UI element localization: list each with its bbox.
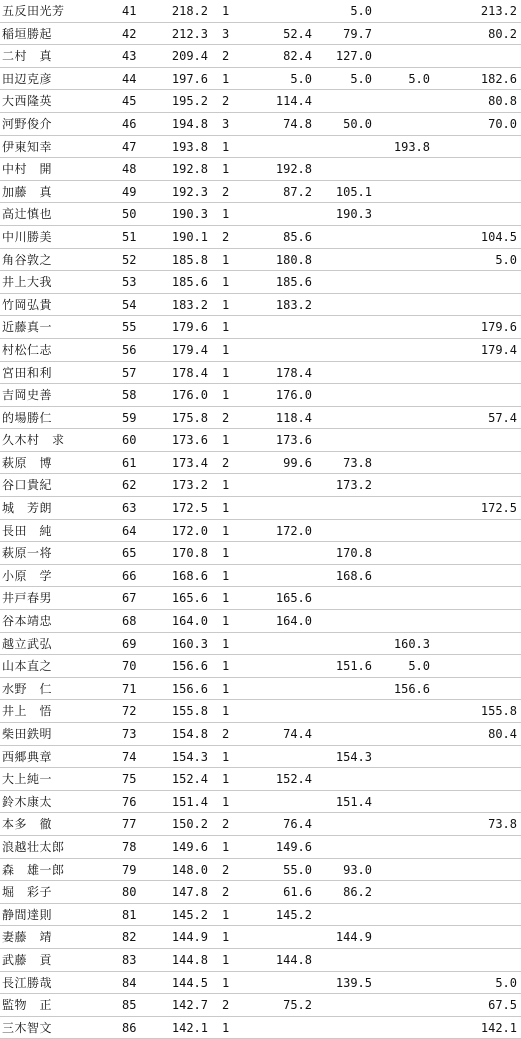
rank-cell: 57 bbox=[122, 365, 137, 380]
event-count-cell: 1 bbox=[222, 501, 230, 516]
rank-cell: 47 bbox=[122, 139, 137, 154]
points-col-4-cell: 5.0 bbox=[495, 252, 517, 267]
event-count-cell: 2 bbox=[222, 229, 230, 244]
rank-cell: 42 bbox=[122, 26, 137, 41]
player-name-cell: 竹岡弘貴 bbox=[2, 297, 53, 312]
player-name-cell: 長江勝哉 bbox=[2, 975, 53, 990]
player-name-cell: 久木村 求 bbox=[2, 433, 65, 448]
points-col-1-cell: 178.4 bbox=[275, 365, 312, 380]
points-col-3-cell: 5.0 bbox=[408, 71, 430, 86]
table-row bbox=[0, 497, 521, 520]
player-name-cell: 三木智文 bbox=[2, 1020, 53, 1035]
total-points-cell: 209.4 bbox=[171, 49, 208, 64]
points-col-4-cell: 142.1 bbox=[480, 1020, 517, 1035]
total-points-cell: 155.8 bbox=[171, 704, 208, 719]
event-count-cell: 1 bbox=[222, 478, 230, 493]
table-row bbox=[0, 678, 521, 701]
rank-cell: 44 bbox=[122, 71, 137, 86]
player-name-cell: 萩原 博 bbox=[2, 455, 53, 470]
points-col-1-cell: 164.0 bbox=[275, 614, 312, 629]
event-count-cell: 2 bbox=[222, 727, 230, 741]
points-col-2-cell: 139.5 bbox=[335, 975, 372, 990]
table-row bbox=[0, 271, 521, 294]
rank-cell: 63 bbox=[122, 501, 137, 516]
points-col-2-cell: 168.6 bbox=[335, 568, 372, 583]
player-name-cell: 井戸春男 bbox=[2, 591, 53, 606]
total-points-cell: 152.4 bbox=[171, 772, 208, 787]
event-count-cell: 3 bbox=[222, 116, 230, 131]
total-points-cell: 179.6 bbox=[171, 320, 208, 335]
table-row bbox=[0, 362, 521, 385]
player-name-cell: 静間達則 bbox=[2, 907, 53, 922]
player-name-cell: 加藤 真 bbox=[2, 184, 53, 199]
rank-cell: 83 bbox=[122, 952, 137, 967]
rank-cell: 71 bbox=[122, 681, 137, 696]
points-col-1-cell: 152.4 bbox=[275, 772, 312, 787]
event-count-cell: 1 bbox=[222, 4, 230, 18]
total-points-cell: 172.0 bbox=[171, 523, 208, 538]
total-points-cell: 195.2 bbox=[171, 94, 208, 109]
player-name-cell: 的場勝仁 bbox=[2, 410, 53, 425]
total-points-cell: 170.8 bbox=[171, 546, 208, 561]
rank-cell: 48 bbox=[122, 162, 137, 177]
total-points-cell: 147.8 bbox=[171, 885, 208, 900]
table-row bbox=[0, 113, 521, 136]
player-name-cell: 伊東知幸 bbox=[2, 139, 53, 154]
event-count-cell: 1 bbox=[222, 546, 230, 561]
total-points-cell: 172.5 bbox=[171, 501, 208, 516]
player-name-cell: 五反田光芳 bbox=[2, 4, 65, 18]
points-col-4-cell: 80.8 bbox=[488, 94, 517, 109]
event-count-cell: 1 bbox=[222, 772, 230, 787]
rank-cell: 65 bbox=[122, 546, 137, 561]
rank-cell: 43 bbox=[122, 49, 137, 64]
event-count-cell: 1 bbox=[222, 275, 230, 290]
points-col-4-cell: 182.6 bbox=[480, 71, 517, 86]
event-count-cell: 1 bbox=[222, 614, 230, 629]
table-row bbox=[0, 339, 521, 362]
rank-cell: 64 bbox=[122, 523, 137, 538]
total-points-cell: 144.5 bbox=[171, 975, 208, 990]
points-col-1-cell: 192.8 bbox=[275, 162, 312, 177]
player-name-cell: 本多 徹 bbox=[2, 817, 53, 832]
table-row bbox=[0, 542, 521, 565]
event-count-cell: 2 bbox=[222, 49, 230, 64]
points-col-2-cell: 79.7 bbox=[343, 26, 372, 41]
event-count-cell: 1 bbox=[222, 704, 230, 719]
rank-cell: 72 bbox=[122, 704, 137, 719]
player-name-cell: 小原 学 bbox=[2, 568, 53, 583]
table-row bbox=[0, 407, 521, 430]
player-name-cell: 宮田和利 bbox=[2, 365, 53, 380]
points-col-1-cell: 176.0 bbox=[275, 388, 312, 403]
table-row bbox=[0, 881, 521, 904]
player-name-cell: 吉岡史善 bbox=[2, 388, 53, 403]
table-row bbox=[0, 904, 521, 927]
points-col-1-cell: 5.0 bbox=[290, 71, 312, 86]
total-points-cell: 164.0 bbox=[171, 614, 208, 629]
table-row bbox=[0, 429, 521, 452]
points-col-1-cell: 118.4 bbox=[275, 410, 312, 425]
total-points-cell: 173.6 bbox=[171, 433, 208, 448]
total-points-cell: 145.2 bbox=[171, 907, 208, 922]
points-col-1-cell: 183.2 bbox=[275, 297, 312, 312]
total-points-cell: 144.9 bbox=[171, 930, 208, 945]
table-row bbox=[0, 972, 521, 995]
table-row bbox=[0, 565, 521, 588]
event-count-cell: 2 bbox=[222, 184, 230, 199]
total-points-cell: 142.7 bbox=[171, 998, 208, 1013]
points-col-4-cell: 57.4 bbox=[488, 410, 517, 425]
points-col-2-cell: 170.8 bbox=[335, 546, 372, 561]
rank-cell: 79 bbox=[122, 862, 137, 877]
event-count-cell: 1 bbox=[222, 252, 230, 267]
player-name-cell: 谷口貴紀 bbox=[2, 478, 53, 493]
table-row bbox=[0, 294, 521, 317]
total-points-cell: 192.3 bbox=[171, 184, 208, 199]
total-points-cell: 154.8 bbox=[171, 727, 208, 741]
event-count-cell: 2 bbox=[222, 410, 230, 425]
table-row bbox=[0, 836, 521, 859]
table-row bbox=[0, 1017, 521, 1039]
player-name-cell: 角谷敦之 bbox=[2, 252, 53, 267]
table-row bbox=[0, 813, 521, 836]
table-row bbox=[0, 791, 521, 814]
points-col-1-cell: 55.0 bbox=[283, 862, 312, 877]
event-count-cell: 1 bbox=[222, 365, 230, 380]
player-name-cell: 村松仁志 bbox=[2, 342, 53, 357]
rank-cell: 85 bbox=[122, 998, 137, 1013]
total-points-cell: 197.6 bbox=[171, 71, 208, 86]
event-count-cell: 1 bbox=[222, 930, 230, 945]
rank-cell: 69 bbox=[122, 636, 137, 651]
event-count-cell: 1 bbox=[222, 794, 230, 809]
event-count-cell: 1 bbox=[222, 681, 230, 696]
rank-cell: 45 bbox=[122, 94, 137, 109]
table-row bbox=[0, 768, 521, 791]
table-row bbox=[0, 384, 521, 407]
points-col-2-cell: 173.2 bbox=[335, 478, 372, 493]
rank-cell: 53 bbox=[122, 275, 137, 290]
points-col-4-cell: 104.5 bbox=[480, 229, 517, 244]
total-points-cell: 173.4 bbox=[171, 455, 208, 470]
total-points-cell: 142.1 bbox=[171, 1020, 208, 1035]
rank-cell: 60 bbox=[122, 433, 137, 448]
points-col-2-cell: 50.0 bbox=[343, 116, 372, 131]
rank-cell: 59 bbox=[122, 410, 137, 425]
rank-cell: 76 bbox=[122, 794, 137, 809]
points-col-1-cell: 172.0 bbox=[275, 523, 312, 538]
points-col-1-cell: 75.2 bbox=[283, 998, 312, 1013]
total-points-cell: 168.6 bbox=[171, 568, 208, 583]
total-points-cell: 185.6 bbox=[171, 275, 208, 290]
table-row bbox=[0, 949, 521, 972]
event-count-cell: 1 bbox=[222, 749, 230, 764]
points-col-2-cell: 154.3 bbox=[335, 749, 372, 764]
table-row bbox=[0, 0, 521, 23]
table-row bbox=[0, 700, 521, 723]
rank-cell: 77 bbox=[122, 817, 137, 832]
rank-cell: 66 bbox=[122, 568, 137, 583]
player-name-cell: 近藤真一 bbox=[2, 320, 53, 335]
rank-cell: 68 bbox=[122, 614, 137, 629]
event-count-cell: 2 bbox=[222, 998, 230, 1013]
event-count-cell: 1 bbox=[222, 320, 230, 335]
player-name-cell: 堀 彩子 bbox=[2, 885, 53, 900]
table-row bbox=[0, 746, 521, 769]
table-row bbox=[0, 316, 521, 339]
rank-cell: 55 bbox=[122, 320, 137, 335]
points-col-1-cell: 173.6 bbox=[275, 433, 312, 448]
player-name-cell: 井上大我 bbox=[2, 275, 53, 290]
total-points-cell: 218.2 bbox=[171, 4, 208, 18]
points-col-1-cell: 52.4 bbox=[283, 26, 312, 41]
player-name-cell: 監物 正 bbox=[2, 998, 53, 1013]
table-row bbox=[0, 520, 521, 543]
points-col-2-cell: 93.0 bbox=[343, 862, 372, 877]
rank-cell: 81 bbox=[122, 907, 137, 922]
table-row bbox=[0, 203, 521, 226]
total-points-cell: 192.8 bbox=[171, 162, 208, 177]
total-points-cell: 183.2 bbox=[171, 297, 208, 312]
event-count-cell: 1 bbox=[222, 71, 230, 86]
total-points-cell: 156.6 bbox=[171, 681, 208, 696]
player-name-cell: 井上 悟 bbox=[2, 704, 53, 719]
event-count-cell: 1 bbox=[222, 433, 230, 448]
table-row bbox=[0, 45, 521, 68]
table-row bbox=[0, 723, 521, 746]
rank-cell: 84 bbox=[122, 975, 137, 990]
points-col-1-cell: 74.8 bbox=[283, 116, 312, 131]
points-col-2-cell: 190.3 bbox=[335, 207, 372, 222]
total-points-cell: 148.0 bbox=[171, 862, 208, 877]
player-name-cell: 浪越壮太郎 bbox=[2, 839, 65, 854]
table-row bbox=[0, 926, 521, 949]
points-col-1-cell: 87.2 bbox=[283, 184, 312, 199]
points-col-1-cell: 61.6 bbox=[283, 885, 312, 900]
points-col-2-cell: 5.0 bbox=[350, 4, 372, 18]
player-name-cell: 稲垣勝起 bbox=[2, 26, 53, 41]
event-count-cell: 1 bbox=[222, 591, 230, 606]
event-count-cell: 2 bbox=[222, 862, 230, 877]
points-col-4-cell: 179.4 bbox=[480, 342, 517, 357]
points-col-4-cell: 155.8 bbox=[480, 704, 517, 719]
event-count-cell: 1 bbox=[222, 139, 230, 154]
rank-cell: 54 bbox=[122, 297, 137, 312]
total-points-cell: 173.2 bbox=[171, 478, 208, 493]
rank-cell: 78 bbox=[122, 839, 137, 854]
event-count-cell: 2 bbox=[222, 885, 230, 900]
player-name-cell: 柴田鉄明 bbox=[2, 727, 53, 741]
points-col-3-cell: 5.0 bbox=[408, 659, 430, 674]
player-name-cell: 中川勝美 bbox=[2, 229, 53, 244]
total-points-cell: 160.3 bbox=[171, 636, 208, 651]
event-count-cell: 1 bbox=[222, 839, 230, 854]
rank-cell: 58 bbox=[122, 388, 137, 403]
player-name-cell: 田辺克彦 bbox=[2, 71, 53, 86]
table-row bbox=[0, 90, 521, 113]
rank-cell: 70 bbox=[122, 659, 137, 674]
points-col-4-cell: 80.4 bbox=[488, 727, 517, 741]
table-row bbox=[0, 859, 521, 882]
rank-cell: 86 bbox=[122, 1020, 137, 1035]
table-row bbox=[0, 474, 521, 497]
player-name-cell: 城 芳朗 bbox=[2, 501, 53, 516]
points-col-2-cell: 151.6 bbox=[335, 659, 372, 674]
rank-cell: 52 bbox=[122, 252, 137, 267]
event-count-cell: 1 bbox=[222, 568, 230, 583]
rank-cell: 67 bbox=[122, 591, 137, 606]
points-col-1-cell: 165.6 bbox=[275, 591, 312, 606]
rank-cell: 50 bbox=[122, 207, 137, 222]
total-points-cell: 212.3 bbox=[171, 26, 208, 41]
total-points-cell: 156.6 bbox=[171, 659, 208, 674]
total-points-cell: 178.4 bbox=[171, 365, 208, 380]
table-row bbox=[0, 587, 521, 610]
rank-cell: 62 bbox=[122, 478, 137, 493]
points-col-1-cell: 74.4 bbox=[283, 727, 312, 741]
table-row bbox=[0, 158, 521, 181]
points-col-1-cell: 180.8 bbox=[275, 252, 312, 267]
table-row bbox=[0, 610, 521, 633]
rank-cell: 41 bbox=[122, 4, 137, 18]
total-points-cell: 185.8 bbox=[171, 252, 208, 267]
player-name-cell: 水野 仁 bbox=[2, 681, 53, 696]
total-points-cell: 144.8 bbox=[171, 952, 208, 967]
table-row bbox=[0, 452, 521, 475]
rank-cell: 73 bbox=[122, 727, 137, 741]
points-col-2-cell: 151.4 bbox=[335, 794, 372, 809]
points-col-1-cell: 185.6 bbox=[275, 275, 312, 290]
player-name-cell: 二村 真 bbox=[2, 49, 53, 64]
rank-cell: 74 bbox=[122, 749, 137, 764]
event-count-cell: 1 bbox=[222, 207, 230, 222]
player-name-cell: 谷本靖忠 bbox=[2, 614, 53, 629]
total-points-cell: 190.1 bbox=[171, 229, 208, 244]
points-col-2-cell: 5.0 bbox=[350, 71, 372, 86]
points-col-3-cell: 160.3 bbox=[393, 636, 430, 651]
rank-cell: 75 bbox=[122, 772, 137, 787]
points-col-2-cell: 105.1 bbox=[335, 184, 372, 199]
points-col-4-cell: 5.0 bbox=[495, 975, 517, 990]
table-row bbox=[0, 249, 521, 272]
player-name-cell: 西郷典章 bbox=[2, 749, 53, 764]
points-col-2-cell: 73.8 bbox=[343, 455, 372, 470]
event-count-cell: 2 bbox=[222, 817, 230, 832]
rank-cell: 51 bbox=[122, 229, 137, 244]
total-points-cell: 179.4 bbox=[171, 342, 208, 357]
player-name-cell: 森 雄一郎 bbox=[2, 862, 65, 877]
table-row bbox=[0, 226, 521, 249]
event-count-cell: 1 bbox=[222, 523, 230, 538]
player-name-cell: 高辻慎也 bbox=[2, 207, 53, 222]
event-count-cell: 1 bbox=[222, 1020, 230, 1035]
event-count-cell: 1 bbox=[222, 659, 230, 674]
player-name-cell: 長田 純 bbox=[2, 523, 53, 538]
table-row bbox=[0, 994, 521, 1017]
points-col-4-cell: 179.6 bbox=[480, 320, 517, 335]
rank-cell: 49 bbox=[122, 184, 137, 199]
total-points-cell: 175.8 bbox=[171, 410, 208, 425]
player-name-cell: 河野俊介 bbox=[2, 116, 53, 131]
player-name-cell: 山本直之 bbox=[2, 659, 53, 674]
table-row bbox=[0, 655, 521, 678]
table-row bbox=[0, 23, 521, 46]
points-col-4-cell: 67.5 bbox=[488, 998, 517, 1013]
event-count-cell: 1 bbox=[222, 388, 230, 403]
points-col-3-cell: 156.6 bbox=[393, 681, 430, 696]
total-points-cell: 193.8 bbox=[171, 139, 208, 154]
table-row bbox=[0, 136, 521, 159]
player-name-cell: 武藤 貢 bbox=[2, 952, 53, 967]
table-row bbox=[0, 633, 521, 656]
points-col-4-cell: 73.8 bbox=[488, 817, 517, 832]
total-points-cell: 149.6 bbox=[171, 839, 208, 854]
points-col-1-cell: 149.6 bbox=[275, 839, 312, 854]
total-points-cell: 151.4 bbox=[171, 794, 208, 809]
total-points-cell: 165.6 bbox=[171, 591, 208, 606]
points-col-1-cell: 114.4 bbox=[275, 94, 312, 109]
points-col-1-cell: 99.6 bbox=[283, 455, 312, 470]
total-points-cell: 190.3 bbox=[171, 207, 208, 222]
total-points-cell: 194.8 bbox=[171, 116, 208, 131]
event-count-cell: 1 bbox=[222, 162, 230, 177]
event-count-cell: 1 bbox=[222, 636, 230, 651]
rank-cell: 46 bbox=[122, 116, 137, 131]
points-col-2-cell: 127.0 bbox=[335, 49, 372, 64]
player-name-cell: 越立武弘 bbox=[2, 636, 53, 651]
points-col-1-cell: 82.4 bbox=[283, 49, 312, 64]
rank-cell: 61 bbox=[122, 455, 137, 470]
total-points-cell: 150.2 bbox=[171, 817, 208, 832]
player-name-cell: 鈴木康太 bbox=[2, 794, 53, 809]
event-count-cell: 1 bbox=[222, 907, 230, 922]
event-count-cell: 1 bbox=[222, 342, 230, 357]
points-col-1-cell: 145.2 bbox=[275, 907, 312, 922]
total-points-cell: 154.3 bbox=[171, 749, 208, 764]
points-col-4-cell: 213.2 bbox=[480, 4, 517, 18]
event-count-cell: 1 bbox=[222, 975, 230, 990]
total-points-cell: 176.0 bbox=[171, 388, 208, 403]
points-col-1-cell: 144.8 bbox=[275, 952, 312, 967]
points-col-2-cell: 86.2 bbox=[343, 885, 372, 900]
points-col-1-cell: 85.6 bbox=[283, 229, 312, 244]
points-col-4-cell: 80.2 bbox=[488, 26, 517, 41]
player-name-cell: 大西隆英 bbox=[2, 94, 53, 109]
player-name-cell: 萩原一将 bbox=[2, 546, 53, 561]
points-col-1-cell: 76.4 bbox=[283, 817, 312, 832]
points-col-3-cell: 193.8 bbox=[393, 139, 430, 154]
player-name-cell: 妻藤 靖 bbox=[2, 930, 53, 945]
table-row bbox=[0, 68, 521, 91]
event-count-cell: 2 bbox=[222, 455, 230, 470]
event-count-cell: 3 bbox=[222, 26, 230, 41]
event-count-cell: 1 bbox=[222, 952, 230, 967]
rank-cell: 80 bbox=[122, 885, 137, 900]
player-name-cell: 中村 開 bbox=[2, 162, 53, 177]
points-col-4-cell: 70.0 bbox=[488, 116, 517, 131]
player-name-cell: 大上純一 bbox=[2, 772, 53, 787]
rank-cell: 82 bbox=[122, 930, 137, 945]
event-count-cell: 2 bbox=[222, 94, 230, 109]
points-col-4-cell: 172.5 bbox=[480, 501, 517, 516]
event-count-cell: 1 bbox=[222, 297, 230, 312]
table-row bbox=[0, 181, 521, 204]
rank-cell: 56 bbox=[122, 342, 137, 357]
points-col-2-cell: 144.9 bbox=[335, 930, 372, 945]
